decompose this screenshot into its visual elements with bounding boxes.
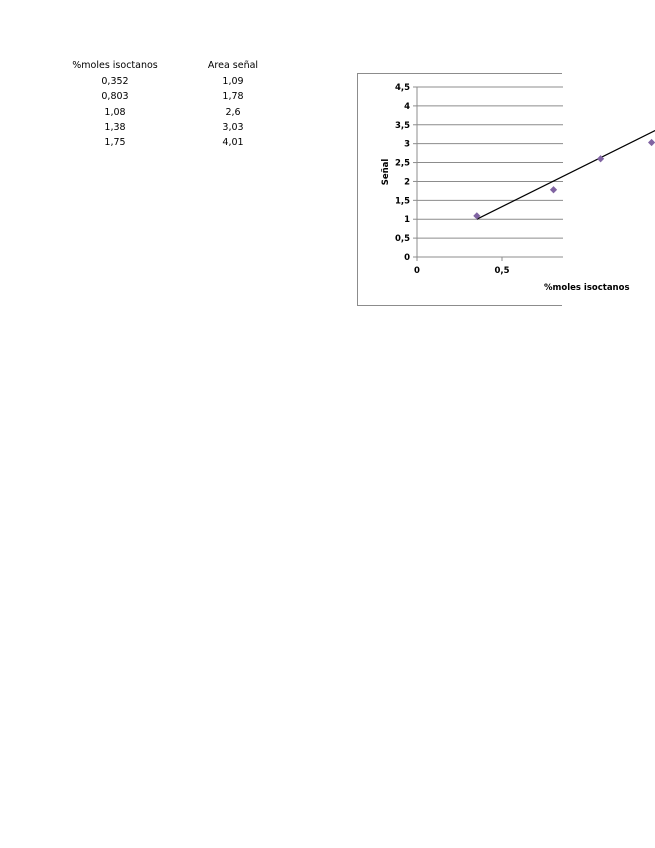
header-moles-isoctanos: %moles isoctanos	[72, 60, 158, 71]
y-tick-label: 2,5	[394, 158, 410, 169]
cell-area-row-3: 2,6	[225, 107, 241, 118]
y-tick-label: 4,5	[394, 83, 410, 93]
cell-moles-row-4: 1,38	[104, 122, 126, 133]
x-tick-label: 0,5	[494, 266, 510, 276]
cell-area-row-2: 1,78	[222, 91, 244, 102]
y-tick-label: 1	[404, 215, 410, 226]
cell-moles-row-5: 1,75	[104, 137, 126, 148]
y-tick-label: 2	[404, 177, 410, 188]
data-point	[550, 186, 557, 193]
y-tick-label: 1,5	[394, 196, 410, 207]
y-tick-label: 0,5	[394, 234, 410, 245]
cell-moles-row-3: 1,08	[104, 107, 126, 118]
cell-area-row-4: 3,03	[222, 122, 244, 133]
x-tick-label: 0	[414, 266, 420, 276]
y-tick-label: 3	[404, 139, 410, 150]
y-tick-label: 4	[404, 101, 410, 112]
cell-moles-row-2: 0,803	[101, 91, 129, 102]
data-point	[648, 139, 655, 146]
y-tick-label: 3,5	[394, 120, 410, 131]
y-axis-title: Señal	[381, 158, 391, 186]
x-axis-title: %moles isoctanos	[544, 283, 630, 293]
cell-area-row-5: 4,01	[222, 137, 244, 148]
chart-svg	[358, 74, 630, 307]
trendline	[477, 101, 655, 219]
header-area-senal: Area señal	[207, 60, 259, 71]
cell-area-row-1: 1,09	[222, 76, 244, 87]
cell-moles-row-1: 0,352	[101, 76, 129, 87]
y-tick-label: 0	[404, 253, 410, 263]
scatter-chart[interactable]	[357, 73, 630, 306]
